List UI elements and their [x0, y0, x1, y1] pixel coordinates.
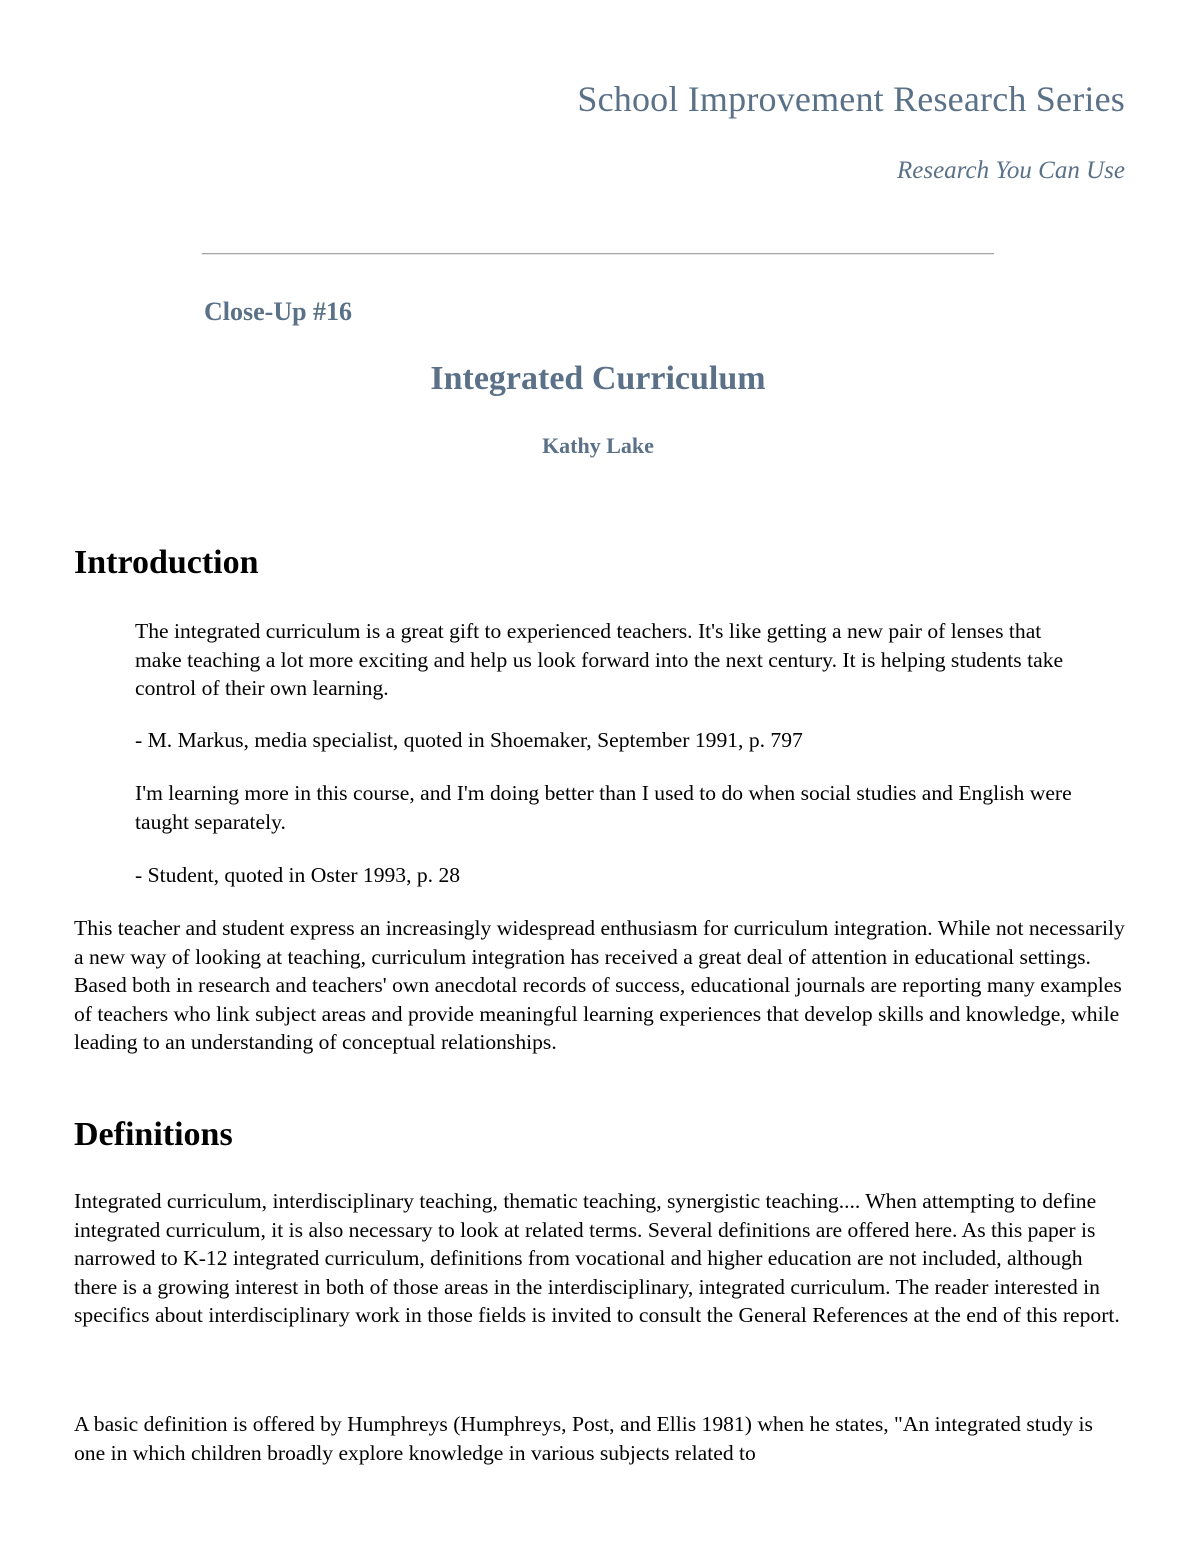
- series-subtitle: Research You Can Use: [896, 157, 1125, 184]
- introduction-quote-2: I'm learning more in this course, and I'm doing better than I used to do when social studies and English were taught separately.: [135, 781, 1072, 834]
- definitions-paragraph-2: A basic definition is offered by Humphreys (Humphreys, Post, and Ellis 1981) when he states, "An integrated study is one in which children broadly explore knowledge in various subjects related to: [74, 1412, 1093, 1465]
- introduction-heading: Introduction: [74, 544, 259, 581]
- document-author: Kathy Lake: [542, 433, 654, 458]
- introduction-quote-1-attribution: - M. Markus, media specialist, quoted in Shoemaker, September 1991, p. 797: [135, 728, 803, 752]
- document-title: Integrated Curriculum: [430, 360, 766, 397]
- introduction-quote-1: The integrated curriculum is a great gift to experienced teachers. It's like getting a new pair of lenses that make teaching a lot more exciting and help us look forward into the next century. It is helping students take control of their own learning.: [135, 619, 1064, 700]
- series-title: School Improvement Research Series: [577, 79, 1125, 119]
- definitions-heading: Definitions: [74, 1116, 233, 1153]
- definitions-paragraph-1: Integrated curriculum, interdisciplinary teaching, thematic teaching, synergistic teaching.... When attempting to define integrated curriculum, it is also necessary to look at related terms. Several definitions are offered here. As this paper is narrowed to K-12 integrated curriculum, definitions from vocational and higher education are not included, although there is a growing interest in both of those areas in the interdisciplinary, integrated curriculum. The reader interested in specifics about interdisciplinary work in those fields is invited to consult the General References at the end of this report.: [74, 1189, 1120, 1327]
- closeup-label: Close-Up #16: [204, 297, 353, 326]
- header-divider: [202, 253, 994, 255]
- introduction-quote-2-attribution: - Student, quoted in Oster 1993, p. 28: [135, 863, 461, 887]
- introduction-paragraph: This teacher and student express an increasingly widespread enthusiasm for curriculum integration. While not necessarily a new way of looking at teaching, curriculum integration has received a great deal of attention in educational settings. Based both in research and teachers' own anecdotal records of success, educational journals are reporting many examples of teachers who link subject areas and provide meaningful learning experiences that develop skills and knowledge, while leading to an understanding of conceptual relationships.: [74, 916, 1125, 1054]
